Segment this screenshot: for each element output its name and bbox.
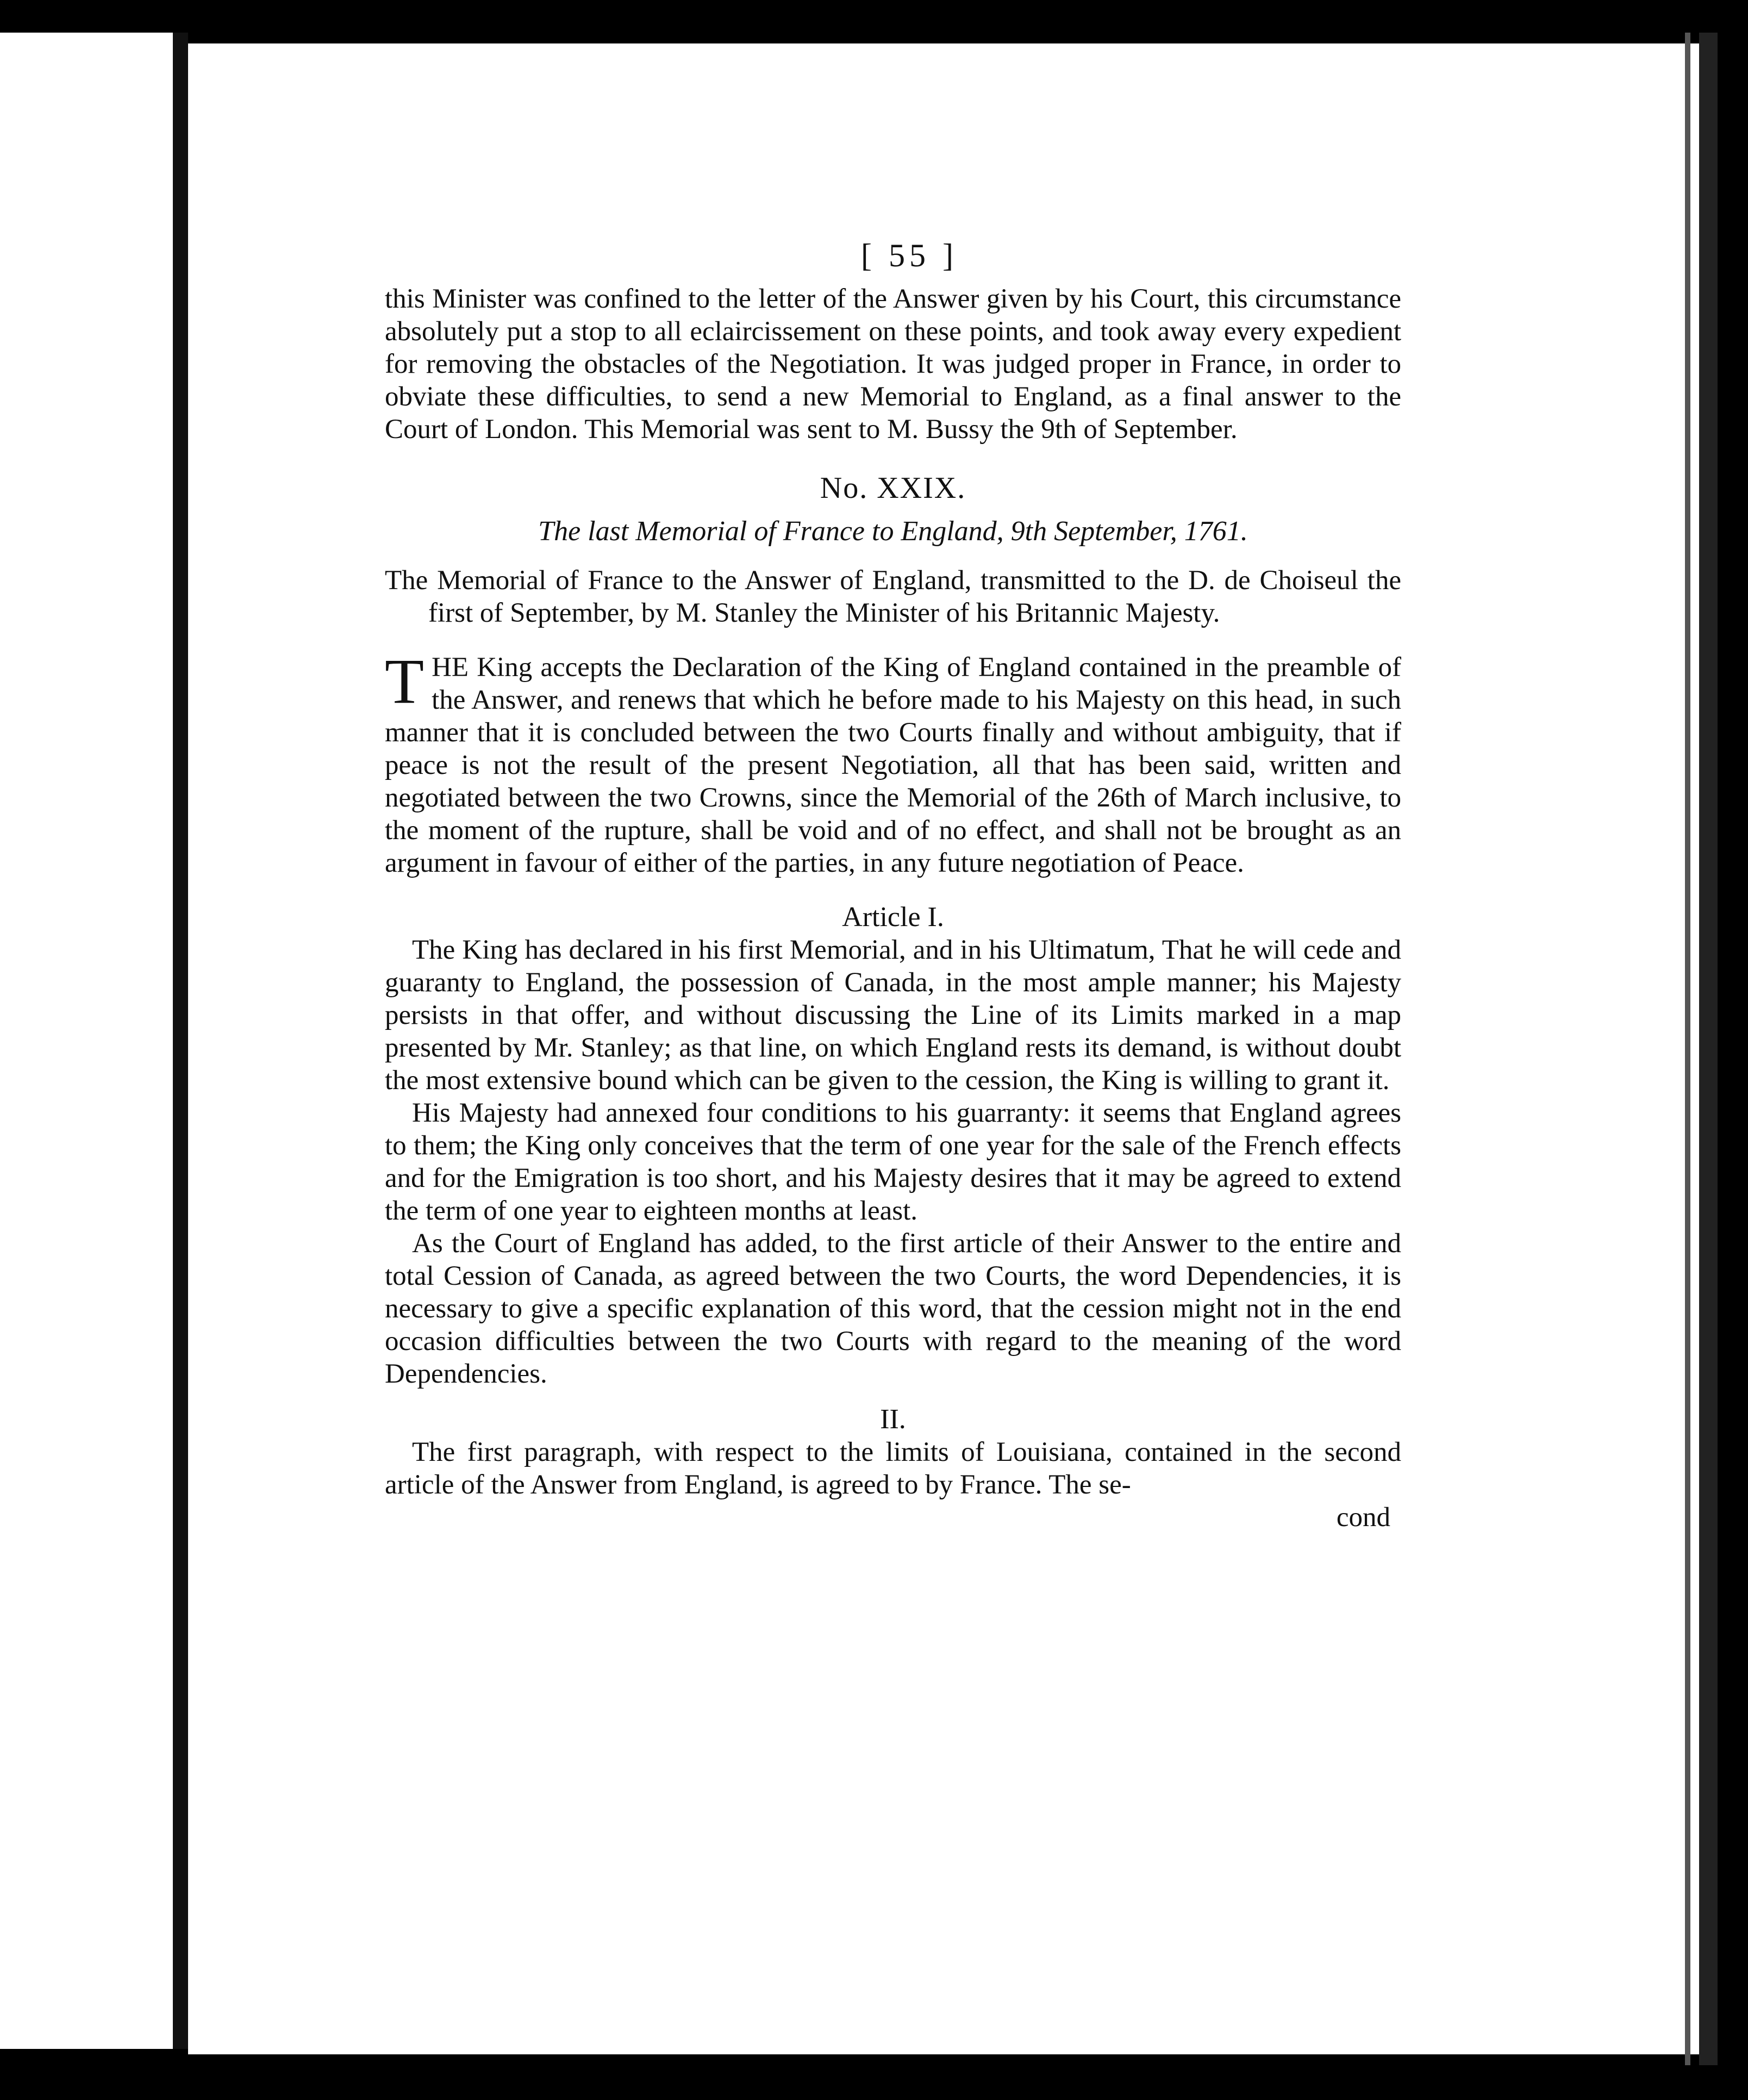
book-edge: [1699, 33, 1718, 2065]
section-subtitle: The last Memorial of France to England, 9th September, 1761.: [538, 516, 1248, 547]
article-1-title: Article I.: [842, 902, 944, 933]
article-1-paragraph-3: As the Court of England has added, to the first article of their Answer to the entire and total Cession of Canada, as agreed between the two Courts, the word Dependencies, it is necessary to give a specific explanation of this word, that the cession might not in the end occasion difficulties between the two Courts with regard to the meaning of the word Dependencies.: [385, 1228, 1401, 1389]
left-page: [0, 33, 173, 2049]
article-1-paragraph-2: His Majesty had annexed four conditions to his guarranty: it seems that England agrees to them; the King only conceives that the term of one year for the sale of the French effects and for the Emigration is too short, and his Majesty desires that it may be agreed to extend the term of one year to eighteen months at least.: [385, 1098, 1401, 1226]
drop-cap: T: [385, 646, 424, 717]
section-title: No. XXIX.: [820, 471, 966, 505]
page-text: [385, 239, 1401, 1534]
opening-paragraph: this Minister was confined to the letter of the Answer given by his Court, this circumstance absolutely put a stop to all eclaircissement on these points, and took away every expedient for removing the obstacles of the Negotiation. It was judged proper in France, in order to obviate these difficulties, to send a new Memorial to England, as a final answer to the Court of London. This Memorial was sent to M. Bussy the 9th of September.: [385, 284, 1401, 445]
book-gutter: [173, 33, 188, 2049]
first-paragraph: [385, 646, 1401, 879]
catchword: cond: [1336, 1502, 1390, 1533]
article-2-paragraph-1: The first paragraph, with respect to the limits of Louisiana, contained in the second article of the Answer from England, is agreed to by France. The se-: [385, 1437, 1401, 1500]
article-2-title: II.: [880, 1404, 906, 1435]
article-1-paragraph-1: The King has declared in his first Memorial, and in his Ultimatum, That he will cede and guaranty to England, the possession of Canada, in the most ample manner; his Majesty persists in that offer, and without discussing the Line of its Limits marked in a map presented by Mr. Stanley; as that line, on which England rests its demand, is without doubt the most extensive bound which can be given to the cession, the King is willing to grant it.: [385, 935, 1401, 1096]
intro-paragraph: The Memorial of France to the Answer of England, transmitted to the D. de Choiseul the first of September, by M. Stanley the Minister of his Britannic Majesty.: [385, 565, 1401, 628]
page-edge: [1685, 33, 1690, 2065]
first-paragraph-text: HE King accepts the Declaration of the King of England contained in the preamble of the Answer, and renews that which he before made to his Majesty on this head, in such manner that it is concluded between the two Courts finally and without ambiguity, that if peace is not the result of the present Negotiation, all that has been said, written and negotiated between the two Crowns, since the Memorial of the 26th of March inclusive, to the moment of the rupture, shall be void and of no effect, and shall not be brought as an argument in favour of either of the parties, in any future negotiation of Peace.: [385, 652, 1401, 878]
page-number: [ 55 ]: [861, 238, 958, 273]
